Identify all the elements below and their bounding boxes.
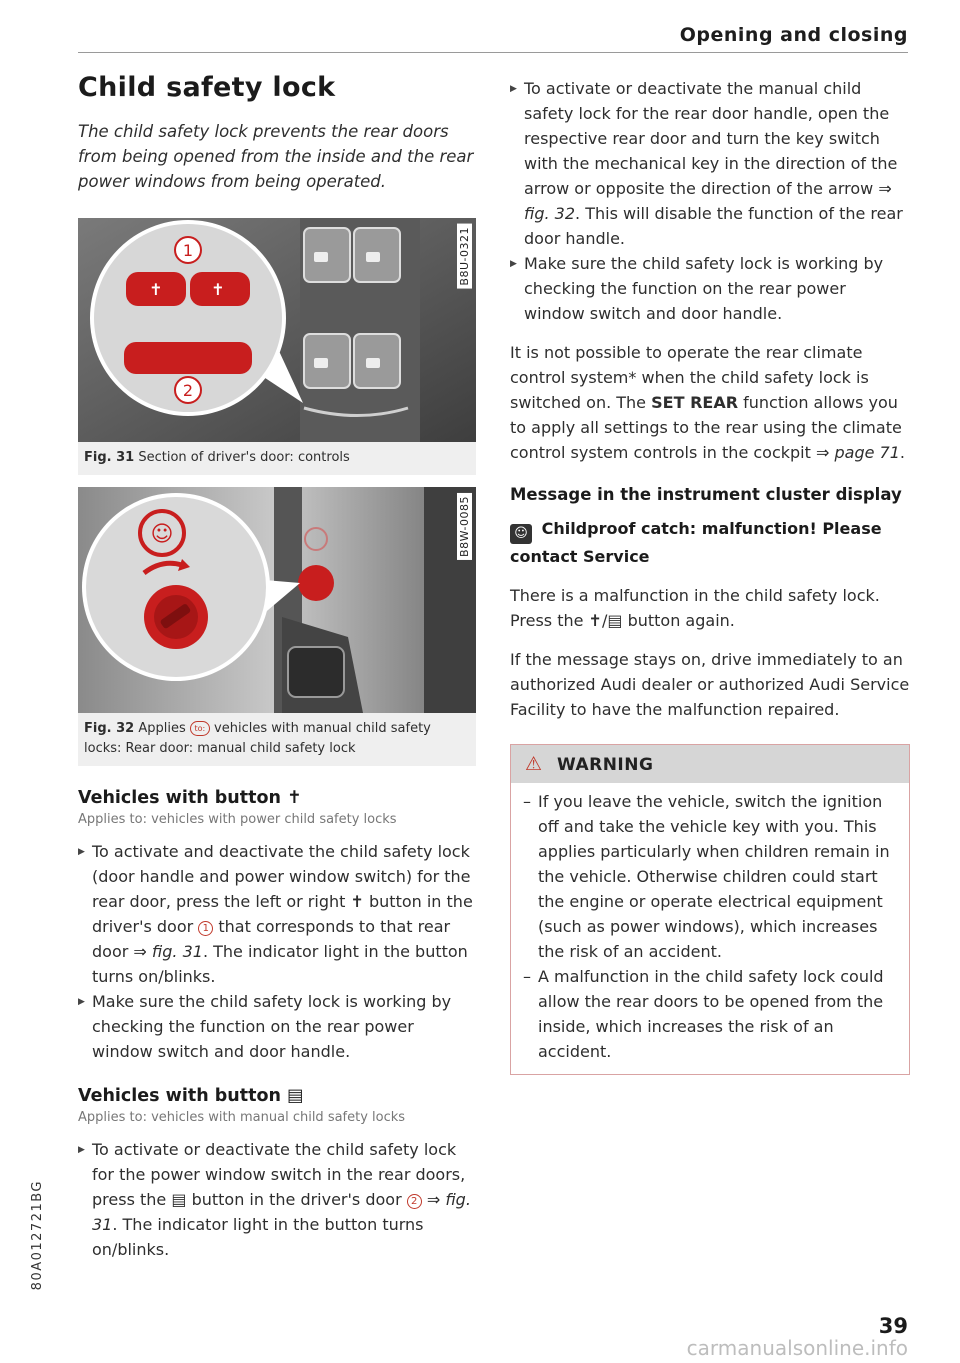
child-lock-button-icon: ✝ xyxy=(287,788,302,808)
list-item xyxy=(510,76,910,251)
fig-31-link-text: fig. 31 xyxy=(92,1190,471,1234)
header-divider xyxy=(78,52,908,53)
document-code: 80A012721BG xyxy=(30,1180,45,1291)
message-paragraph-1 xyxy=(510,583,910,633)
climate-paragraph xyxy=(510,340,910,465)
figure-32-caption xyxy=(78,713,476,766)
warning-title: WARNING xyxy=(556,755,654,775)
window-lock-button-icon: ▤ xyxy=(287,1086,304,1106)
figure-31-code: B8U-0321 xyxy=(457,224,472,289)
warning-triangle-icon: ⚠ xyxy=(525,753,543,775)
figure-31-caption-text: Section of driver's door: controls xyxy=(138,450,350,465)
page-title: Child safety lock xyxy=(78,72,336,103)
child-lock-button-icon: ✝/▤ xyxy=(588,611,623,630)
svg-text:✝: ✝ xyxy=(149,280,163,299)
page-71-link[interactable]: ⇒ page 71 xyxy=(816,443,900,462)
section-manual-lock-heading xyxy=(78,1086,476,1106)
list-item: ▶ Make sure the child safety lock is working by checking the function on the rear power window switch and door handle. xyxy=(510,251,910,326)
callout-1-ref: 1 xyxy=(198,921,213,936)
callout-2-ref: 2 xyxy=(407,1194,422,1209)
step-text: To activate or deactivate the manual child safety lock for the rear door handle, open the respective rear door and turn the key switch with the mechanical key in the direction of the arrow or opposite the direction of the arrow xyxy=(524,79,898,198)
figure-32-image xyxy=(78,487,476,713)
svg-text:✝: ✝ xyxy=(211,280,225,299)
list-item: – If you leave the vehicle, switch the ignition off and take the vehicle key with you. This applies particularly when children remain in the vehicle. Otherwise children could start the engine or operate electrical equipment (such as power windows), which increases the risk of an accident. xyxy=(523,789,897,964)
warning-box xyxy=(510,744,910,1075)
figure-32-label: Fig. 32 xyxy=(84,721,135,736)
paragraph-text: It is not possible to operate the rear climate control system* when the child safety lock is switched on. The xyxy=(510,343,869,412)
list-item xyxy=(78,839,476,989)
callout-2: 2 xyxy=(182,381,194,400)
door-controls-illustration xyxy=(78,218,476,442)
figure-32-caption-pre: Applies xyxy=(138,721,186,736)
paragraph-text: There is a malfunction in the child safety lock. Press the xyxy=(510,586,880,630)
child-lock-button-icon: ✝ xyxy=(350,892,364,911)
list-item: – A malfunction in the child safety lock could allow the rear doors to be opened from the inside, which increases the risk of an accident. xyxy=(523,964,897,1064)
step-text: To activate and deactivate the child safety lock (door handle and power window switch) for the rear door, press the left or right xyxy=(92,842,471,911)
figure-31 xyxy=(78,218,476,475)
step-text: . This will disable the function of the rear door handle. xyxy=(524,204,903,248)
watermark: carmanualsonline.info xyxy=(686,1336,908,1360)
figure-31-image xyxy=(78,218,476,442)
fig-32-link-text: fig. 32 xyxy=(524,204,576,223)
callout-1: 1 xyxy=(182,241,194,260)
step-text: . The indicator light in the button turns on/blinks. xyxy=(92,942,468,986)
fig-31-link[interactable]: ⇒ fig. 31 xyxy=(133,942,203,961)
figure-31-label: Fig. 31 xyxy=(84,450,135,465)
message-heading: Message in the instrument cluster display xyxy=(510,485,902,504)
section-manual-lock-applies: Applies to: vehicles with manual child safety locks xyxy=(78,1110,406,1125)
warning-list xyxy=(511,783,909,1074)
step-text: button in the driver's door xyxy=(92,892,473,936)
step-text: that corresponds to that rear door xyxy=(92,917,451,961)
fig-31-link[interactable]: ⇒ fig. 31 xyxy=(92,1190,471,1234)
rear-door-lock-illustration xyxy=(78,487,476,713)
applies-to-badge: to: xyxy=(190,721,210,736)
manual-lock-steps xyxy=(510,76,910,326)
section-power-lock-heading-text: Vehicles with button xyxy=(78,788,281,808)
step-text: . The indicator light in the button turns on/blinks. xyxy=(92,1215,424,1259)
set-rear-label: SET REAR xyxy=(651,393,739,412)
fig-31-link-text: fig. 31 xyxy=(151,942,203,961)
paragraph-text: function allows you to apply all settings to the rear using the climate control system controls in the cockpit xyxy=(510,393,902,462)
section-power-lock-applies: Applies to: vehicles with power child safety locks xyxy=(78,812,397,827)
section-manual-lock-heading-text: Vehicles with button xyxy=(78,1086,281,1106)
list-item: ▶ Make sure the child safety lock is working by checking the function on the rear power window switch and door handle. xyxy=(78,989,476,1064)
figure-31-caption xyxy=(78,442,476,475)
message-title xyxy=(510,516,910,569)
paragraph-text: button again. xyxy=(627,611,735,630)
figure-32 xyxy=(78,487,476,766)
child-lock-warning-icon: ☺ xyxy=(510,524,532,544)
step-text: button in the driver's door xyxy=(191,1190,402,1209)
intro-text: The child safety lock prevents the rear doors from being opened from the inside and the rear power windows from being operated. xyxy=(78,122,474,191)
section-power-lock-heading xyxy=(78,788,476,808)
running-header: Opening and closing xyxy=(679,24,908,46)
page-71-link-text: page 71 xyxy=(834,443,900,462)
paragraph-text: . xyxy=(899,443,905,462)
section-power-lock-steps xyxy=(78,839,476,1064)
right-column xyxy=(510,76,910,1075)
left-column xyxy=(78,72,476,1262)
message-title-text: Childproof catch: malfunction! Please contact Service xyxy=(510,519,882,566)
message-paragraph-2: If the message stays on, drive immediately to an authorized Audi dealer or authorized Audi Service Facility to have the malfunction repaired. xyxy=(510,650,910,719)
figure-32-caption-post: vehicles with manual child safety locks: Rear door: manual child safety lock xyxy=(84,721,431,756)
list-item xyxy=(78,1137,476,1262)
fig-32-link[interactable]: ⇒ fig. 32 xyxy=(524,179,892,223)
page-number: 39 xyxy=(878,1314,908,1338)
window-lock-button-icon: ▤ xyxy=(171,1190,187,1209)
section-manual-lock-steps xyxy=(78,1137,476,1262)
warning-header xyxy=(511,745,909,783)
step-text: To activate or deactivate the child safety lock for the power window switch in the rear doors, press the xyxy=(92,1140,466,1209)
figure-32-code: B8W-0085 xyxy=(457,493,472,560)
svg-text:☺: ☺ xyxy=(150,522,174,547)
